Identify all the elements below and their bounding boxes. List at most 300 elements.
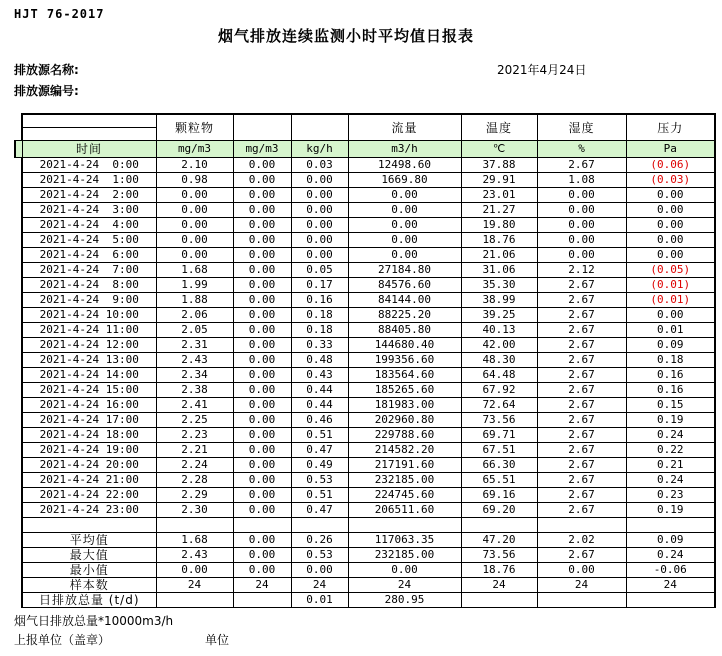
value-cell: 12498.60: [348, 158, 461, 173]
summary-value-cell: [626, 593, 715, 608]
units-row-left-strip: [15, 141, 22, 158]
value-cell: 0.00: [348, 188, 461, 203]
table-row: [15, 353, 715, 368]
table-row: [15, 248, 715, 263]
value-cell: 66.30: [461, 458, 537, 473]
value-cell: 2.67: [537, 278, 626, 293]
value-cell: 84576.60: [348, 278, 461, 293]
value-cell: 0.00: [233, 353, 291, 368]
spacer-cell: [22, 518, 156, 533]
ghost-cell: [15, 203, 22, 218]
value-cell: 0.16: [626, 383, 715, 398]
value-cell: 0.00: [291, 248, 348, 263]
source-id-label: 排放源编号:: [14, 84, 79, 98]
value-cell: 0.19: [626, 503, 715, 518]
time-cell: 2021-4-24 6:00: [22, 248, 156, 263]
unit-cell: Pa: [626, 141, 715, 158]
spacer-cell: [461, 518, 537, 533]
value-cell: 0.00: [291, 218, 348, 233]
time-header-spacer: [22, 128, 156, 141]
value-cell: 1.88: [156, 293, 233, 308]
value-cell: 31.06: [461, 263, 537, 278]
value-cell: 0.00: [156, 188, 233, 203]
ghost-cell: [15, 518, 22, 533]
value-cell: 0.44: [291, 398, 348, 413]
value-cell: 2.67: [537, 293, 626, 308]
value-cell: 0.24: [626, 473, 715, 488]
time-cell: 2021-4-24 22:00: [22, 488, 156, 503]
value-cell: 2.29: [156, 488, 233, 503]
ghost-cell: [15, 578, 22, 593]
value-cell: 199356.60: [348, 353, 461, 368]
value-cell: 185265.60: [348, 383, 461, 398]
value-cell: 2.67: [537, 398, 626, 413]
value-cell: 0.47: [291, 443, 348, 458]
time-cell: 2021-4-24 10:00: [22, 308, 156, 323]
value-cell: 2.67: [537, 383, 626, 398]
value-cell: 0.00: [233, 398, 291, 413]
table-row: [15, 383, 715, 398]
unit-cell: mg/m3: [233, 141, 291, 158]
value-cell: 2.67: [537, 323, 626, 338]
table-row: [15, 338, 715, 353]
value-cell: 73.56: [461, 413, 537, 428]
value-cell: 2.67: [537, 158, 626, 173]
value-cell: 0.00: [156, 233, 233, 248]
value-cell: 0.00: [537, 188, 626, 203]
ghost-cell: [15, 233, 22, 248]
value-cell: 67.51: [461, 443, 537, 458]
summary-value-cell: 24: [156, 578, 233, 593]
value-cell: 2.67: [537, 353, 626, 368]
group-header-cell: 温度: [461, 114, 537, 141]
spacer-cell: [156, 518, 233, 533]
value-cell: 2.25: [156, 413, 233, 428]
time-cell: 2021-4-24 16:00: [22, 398, 156, 413]
reporting-unit-label: 上报单位（盖章）: [14, 633, 111, 647]
ghost-cell: [15, 114, 22, 128]
value-cell: 0.00: [291, 233, 348, 248]
value-cell: 229788.60: [348, 428, 461, 443]
summary-value-cell: [233, 593, 291, 608]
summary-value-cell: 73.56: [461, 548, 537, 563]
table-row: [15, 548, 715, 563]
ghost-cell: [15, 308, 22, 323]
value-cell: 0.53: [291, 473, 348, 488]
value-cell: 2.67: [537, 443, 626, 458]
value-cell: 37.88: [461, 158, 537, 173]
value-cell: 0.44: [291, 383, 348, 398]
table-row: [15, 323, 715, 338]
value-cell: (0.06): [626, 158, 715, 173]
value-cell: 0.22: [626, 443, 715, 458]
value-cell: 69.71: [461, 428, 537, 443]
time-cell: 2021-4-24 8:00: [22, 278, 156, 293]
summary-value-cell: 47.20: [461, 533, 537, 548]
ghost-cell: [15, 338, 22, 353]
summary-value-cell: 18.76: [461, 563, 537, 578]
value-cell: 2.10: [156, 158, 233, 173]
time-cell: 2021-4-24 23:00: [22, 503, 156, 518]
value-cell: 0.21: [626, 458, 715, 473]
value-cell: 88225.20: [348, 308, 461, 323]
value-cell: 0.18: [291, 308, 348, 323]
value-cell: 0.00: [537, 218, 626, 233]
value-cell: 0.00: [291, 173, 348, 188]
value-cell: 0.49: [291, 458, 348, 473]
time-cell: 2021-4-24 19:00: [22, 443, 156, 458]
value-cell: 0.00: [233, 218, 291, 233]
summary-value-cell: 24: [626, 578, 715, 593]
summary-value-cell: 0.00: [291, 563, 348, 578]
table-row: [15, 141, 715, 158]
table-row: [15, 593, 715, 608]
value-cell: 0.18: [626, 353, 715, 368]
value-cell: 144680.40: [348, 338, 461, 353]
value-cell: 0.33: [291, 338, 348, 353]
table-row: [15, 458, 715, 473]
value-cell: 2.06: [156, 308, 233, 323]
table-row: [15, 473, 715, 488]
value-cell: 1669.80: [348, 173, 461, 188]
value-cell: 0.00: [233, 383, 291, 398]
ghost-cell: [15, 248, 22, 263]
table-row: [15, 203, 715, 218]
value-cell: 0.00: [233, 188, 291, 203]
summary-value-cell: 2.02: [537, 533, 626, 548]
time-cell: 2021-4-24 4:00: [22, 218, 156, 233]
value-cell: 0.00: [626, 248, 715, 263]
unit-cell: kg/h: [291, 141, 348, 158]
spacer-cell: [348, 518, 461, 533]
value-cell: 0.00: [233, 308, 291, 323]
ghost-cell: [15, 263, 22, 278]
value-cell: 0.00: [626, 233, 715, 248]
value-cell: 0.01: [626, 323, 715, 338]
summary-value-cell: 280.95: [348, 593, 461, 608]
summary-value-cell: 0.00: [233, 533, 291, 548]
value-cell: 0.00: [537, 233, 626, 248]
value-cell: 0.00: [233, 428, 291, 443]
ghost-cell: [15, 293, 22, 308]
summary-value-cell: 117063.35: [348, 533, 461, 548]
spacer-cell: [626, 518, 715, 533]
value-cell: 2.38: [156, 383, 233, 398]
value-cell: 72.64: [461, 398, 537, 413]
summary-value-cell: 0.00: [537, 563, 626, 578]
table-row: [15, 488, 715, 503]
time-cell: 2021-4-24 21:00: [22, 473, 156, 488]
value-cell: 2.67: [537, 503, 626, 518]
unit-cell: m3/h: [348, 141, 461, 158]
summary-value-cell: 0.24: [626, 548, 715, 563]
ghost-cell: [15, 128, 22, 141]
time-header-spacer: [22, 114, 156, 128]
value-cell: 0.00: [291, 203, 348, 218]
source-name-label: 排放源名称:: [14, 63, 79, 77]
summary-label-cell: 最大值: [22, 548, 156, 563]
value-cell: 0.23: [626, 488, 715, 503]
value-cell: (0.01): [626, 278, 715, 293]
ghost-cell: [15, 473, 22, 488]
value-cell: 0.00: [626, 218, 715, 233]
value-cell: 214582.20: [348, 443, 461, 458]
value-cell: 0.17: [291, 278, 348, 293]
spacer-cell: [291, 518, 348, 533]
value-cell: 38.99: [461, 293, 537, 308]
value-cell: 0.00: [233, 488, 291, 503]
value-cell: 2.67: [537, 473, 626, 488]
value-cell: 0.00: [233, 503, 291, 518]
value-cell: 0.00: [537, 248, 626, 263]
value-cell: 0.00: [626, 308, 715, 323]
group-header-cell: 压力: [626, 114, 715, 141]
ghost-cell: [15, 353, 22, 368]
value-cell: 2.67: [537, 488, 626, 503]
table-row: [15, 173, 715, 188]
value-cell: 29.91: [461, 173, 537, 188]
report-table-container: [14, 113, 716, 608]
time-cell: 2021-4-24 15:00: [22, 383, 156, 398]
summary-value-cell: [537, 593, 626, 608]
ghost-cell: [15, 428, 22, 443]
ghost-cell: [15, 413, 22, 428]
value-cell: 0.98: [156, 173, 233, 188]
value-cell: 2.31: [156, 338, 233, 353]
summary-value-cell: 2.67: [537, 548, 626, 563]
ghost-cell: [15, 593, 22, 608]
value-cell: 18.76: [461, 233, 537, 248]
value-cell: 0.00: [156, 248, 233, 263]
ghost-cell: [15, 548, 22, 563]
value-cell: 0.00: [233, 368, 291, 383]
time-cell: 2021-4-24 13:00: [22, 353, 156, 368]
table-row: [15, 114, 715, 128]
report-table: [14, 113, 716, 608]
table-row: [15, 263, 715, 278]
value-cell: 23.01: [461, 188, 537, 203]
value-cell: 1.99: [156, 278, 233, 293]
value-cell: 2.67: [537, 428, 626, 443]
value-cell: 2.28: [156, 473, 233, 488]
summary-value-cell: 232185.00: [348, 548, 461, 563]
value-cell: 0.00: [233, 443, 291, 458]
table-row: [15, 158, 715, 173]
value-cell: 1.08: [537, 173, 626, 188]
unit-cell: %: [537, 141, 626, 158]
value-cell: 0.47: [291, 503, 348, 518]
value-cell: 21.27: [461, 203, 537, 218]
value-cell: 0.00: [233, 173, 291, 188]
value-cell: 0.19: [626, 413, 715, 428]
time-cell: 2021-4-24 18:00: [22, 428, 156, 443]
time-cell: 2021-4-24 20:00: [22, 458, 156, 473]
value-cell: 183564.60: [348, 368, 461, 383]
value-cell: 0.16: [291, 293, 348, 308]
time-cell: 2021-4-24 14:00: [22, 368, 156, 383]
value-cell: 0.46: [291, 413, 348, 428]
value-cell: 2.67: [537, 458, 626, 473]
summary-value-cell: 24: [461, 578, 537, 593]
value-cell: 48.30: [461, 353, 537, 368]
group-header-cell: 湿度: [537, 114, 626, 141]
value-cell: 0.03: [291, 158, 348, 173]
table-row: [15, 518, 715, 533]
value-cell: 67.92: [461, 383, 537, 398]
value-cell: 0.15: [626, 398, 715, 413]
value-cell: 2.67: [537, 413, 626, 428]
summary-value-cell: 0.09: [626, 533, 715, 548]
unit-cell: ℃: [461, 141, 537, 158]
value-cell: 0.00: [537, 203, 626, 218]
value-cell: (0.03): [626, 173, 715, 188]
value-cell: 64.48: [461, 368, 537, 383]
value-cell: 0.48: [291, 353, 348, 368]
value-cell: 69.20: [461, 503, 537, 518]
flow-total-note: 烟气日排放总量*10000m3/h: [14, 614, 174, 628]
ghost-cell: [15, 188, 22, 203]
value-cell: 2.23: [156, 428, 233, 443]
value-cell: 2.05: [156, 323, 233, 338]
value-cell: 224745.60: [348, 488, 461, 503]
value-cell: 0.43: [291, 368, 348, 383]
value-cell: 0.00: [348, 203, 461, 218]
spacer-cell: [537, 518, 626, 533]
value-cell: 0.00: [233, 158, 291, 173]
time-header-cell: 时间: [22, 141, 156, 158]
ghost-cell: [15, 533, 22, 548]
time-cell: 2021-4-24 17:00: [22, 413, 156, 428]
ghost-cell: [15, 458, 22, 473]
value-cell: 0.00: [233, 263, 291, 278]
value-cell: (0.05): [626, 263, 715, 278]
table-row: [15, 218, 715, 233]
value-cell: 0.00: [233, 338, 291, 353]
summary-label-cell: 最小值: [22, 563, 156, 578]
group-header-cell: 颗粒物: [156, 114, 233, 141]
table-row: [15, 398, 715, 413]
unit-cell: mg/m3: [156, 141, 233, 158]
table-row: [15, 578, 715, 593]
value-cell: 0.00: [348, 248, 461, 263]
value-cell: 19.80: [461, 218, 537, 233]
value-cell: 2.67: [537, 368, 626, 383]
value-cell: 2.67: [537, 308, 626, 323]
value-cell: (0.01): [626, 293, 715, 308]
table-row: [15, 413, 715, 428]
value-cell: 88405.80: [348, 323, 461, 338]
table-row: [15, 293, 715, 308]
value-cell: 35.30: [461, 278, 537, 293]
summary-value-cell: 1.68: [156, 533, 233, 548]
spacer-cell: [233, 518, 291, 533]
value-cell: 217191.60: [348, 458, 461, 473]
time-cell: 2021-4-24 11:00: [22, 323, 156, 338]
value-cell: 0.00: [233, 233, 291, 248]
value-cell: 0.00: [233, 458, 291, 473]
time-cell: 2021-4-24 9:00: [22, 293, 156, 308]
value-cell: 2.12: [537, 263, 626, 278]
group-header-cell: 流量: [348, 114, 461, 141]
value-cell: 0.00: [233, 278, 291, 293]
value-cell: 84144.00: [348, 293, 461, 308]
summary-label-cell: 日排放总量 (t/d): [22, 593, 156, 608]
ghost-cell: [15, 443, 22, 458]
summary-value-cell: -0.06: [626, 563, 715, 578]
value-cell: 2.41: [156, 398, 233, 413]
value-cell: 2.30: [156, 503, 233, 518]
value-cell: 0.16: [626, 368, 715, 383]
value-cell: 0.00: [156, 218, 233, 233]
ghost-cell: [15, 323, 22, 338]
table-row: [15, 563, 715, 578]
value-cell: 0.00: [233, 248, 291, 263]
table-row: [15, 368, 715, 383]
ghost-cell: [15, 278, 22, 293]
time-cell: 2021-4-24 5:00: [22, 233, 156, 248]
ghost-cell: [15, 563, 22, 578]
time-cell: 2021-4-24 1:00: [22, 173, 156, 188]
value-cell: 0.00: [348, 218, 461, 233]
table-row: [15, 188, 715, 203]
value-cell: 39.25: [461, 308, 537, 323]
value-cell: 2.24: [156, 458, 233, 473]
summary-label-cell: 平均值: [22, 533, 156, 548]
value-cell: 21.06: [461, 248, 537, 263]
value-cell: 0.51: [291, 428, 348, 443]
ghost-cell: [15, 218, 22, 233]
ghost-cell: [15, 488, 22, 503]
table-row: [15, 533, 715, 548]
table-row: [15, 278, 715, 293]
summary-value-cell: [156, 593, 233, 608]
value-cell: 69.16: [461, 488, 537, 503]
summary-value-cell: 0.00: [233, 548, 291, 563]
value-cell: 0.05: [291, 263, 348, 278]
summary-value-cell: 24: [233, 578, 291, 593]
standard-code: HJT 76-2017: [14, 7, 105, 21]
time-cell: 2021-4-24 3:00: [22, 203, 156, 218]
value-cell: 0.00: [233, 203, 291, 218]
summary-value-cell: 24: [537, 578, 626, 593]
time-cell: 2021-4-24 2:00: [22, 188, 156, 203]
time-cell: 2021-4-24 12:00: [22, 338, 156, 353]
summary-value-cell: 24: [291, 578, 348, 593]
summary-value-cell: 0.00: [348, 563, 461, 578]
summary-value-cell: 24: [348, 578, 461, 593]
value-cell: 0.00: [233, 323, 291, 338]
value-cell: 2.43: [156, 353, 233, 368]
table-row: [15, 428, 715, 443]
empty-header-cell: [291, 114, 348, 141]
value-cell: 0.09: [626, 338, 715, 353]
value-cell: 42.00: [461, 338, 537, 353]
summary-value-cell: [461, 593, 537, 608]
ghost-cell: [15, 173, 22, 188]
ghost-cell: [15, 383, 22, 398]
value-cell: 0.00: [348, 233, 461, 248]
empty-header-cell: [233, 114, 291, 141]
ghost-cell: [15, 368, 22, 383]
value-cell: 0.24: [626, 428, 715, 443]
value-cell: 232185.00: [348, 473, 461, 488]
summary-value-cell: 0.53: [291, 548, 348, 563]
value-cell: 0.00: [291, 188, 348, 203]
table-row: [15, 308, 715, 323]
value-cell: 0.00: [233, 473, 291, 488]
page-title: 烟气排放连续监测小时平均值日报表: [217, 27, 474, 45]
time-cell: 2021-4-24 0:00: [22, 158, 156, 173]
